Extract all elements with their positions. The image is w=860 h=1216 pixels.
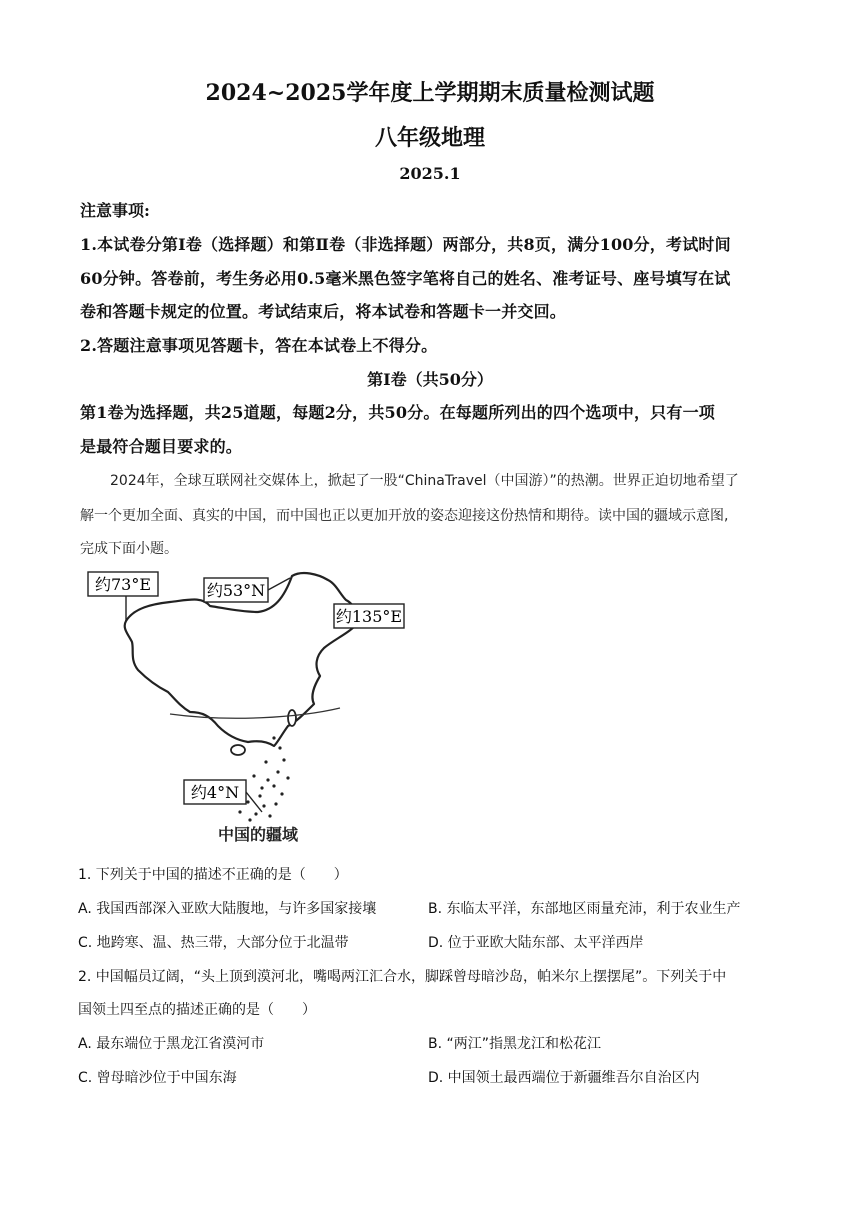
taiwan-island bbox=[288, 710, 296, 726]
intro-line: 2024年，全球互联网社交媒体上，掀起了一股“ChinaTravel（中国游）”的热潮。世界正迫切地希望了 bbox=[110, 473, 739, 489]
label-53N: 约53°N bbox=[206, 581, 266, 600]
notice-line: 2.答题注意事项见答题卡，答在本试卷上不得分。 bbox=[80, 336, 438, 355]
question-stem: 1. 下列关于中国的描述不正确的是（ ） bbox=[78, 867, 348, 883]
option-b: B. 东临太平洋，东部地区雨量充沛，利于农业生产 bbox=[428, 901, 741, 917]
notice-line: 卷和答题卡规定的位置。考试结束后，将本试卷和答题卡一并交回。 bbox=[80, 302, 567, 321]
exam-subtitle: 八年级地理 bbox=[374, 125, 485, 151]
option-a: A. 最东端位于黑龙江省漠河市 bbox=[78, 1036, 265, 1052]
exam-date: 2025.1 bbox=[399, 164, 461, 183]
label-73E: 约73°E bbox=[94, 575, 152, 594]
question-stem-cont: 国领土四至点的描述正确的是（ ） bbox=[78, 1002, 316, 1018]
option-b: B. “两江”指黑龙江和松花江 bbox=[428, 1036, 602, 1052]
section-title: 第I卷（共50分） bbox=[367, 370, 493, 389]
notice-line: 1.本试卷分第I卷（选择题）和第Ⅱ卷（非选择题）两部分，共8页，满分100分，考试时间 bbox=[80, 235, 731, 254]
label-4N: 约4°N bbox=[190, 783, 240, 802]
exam-title: 2024~2025学年度上学期期末质量检测试题 bbox=[205, 80, 655, 106]
map-caption: 中国的疆域 bbox=[217, 825, 299, 844]
intro-line: 完成下面小题。 bbox=[80, 541, 178, 557]
notice-heading: 注意事项: bbox=[80, 201, 150, 220]
option-d: D. 位于亚欧大陆东部、太平洋西岸 bbox=[428, 935, 644, 951]
option-c: C. 地跨寒、温、热三带，大部分位于北温带 bbox=[78, 935, 349, 951]
option-d: D. 中国领土最西端位于新疆维吾尔自治区内 bbox=[428, 1070, 700, 1086]
china-territory-map bbox=[78, 566, 418, 856]
option-c: C. 曾母暗沙位于中国东海 bbox=[78, 1070, 237, 1086]
section-desc-line: 第1卷为选择题，共25道题，每题2分，共50分。在每题所列出的四个选项中，只有一项 bbox=[80, 403, 715, 422]
question-stem: 2. 中国幅员辽阔，“头上顶到漠河北，嘴喝两江汇合水，脚踩曾母暗沙岛，帕米尔上摆摆尾”。下列关于中 bbox=[78, 969, 727, 985]
label-135E: 约135°E bbox=[335, 607, 403, 626]
notice-line: 60分钟。答卷前，考生务必用0.5毫米黑色签字笔将自己的姓名、准考证号、座号填写在试 bbox=[80, 269, 731, 288]
hainan-island bbox=[231, 745, 245, 755]
intro-line: 解一个更加全面、真实的中国，而中国也正以更加开放的姿态迎接这份热情和期待。读中国的疆域示意图, bbox=[80, 508, 729, 524]
option-a: A. 我国西部深入亚欧大陆腹地，与许多国家接壤 bbox=[78, 901, 377, 917]
south-sea-islands bbox=[238, 736, 289, 821]
section-desc-line: 是最符合题目要求的。 bbox=[80, 437, 243, 456]
